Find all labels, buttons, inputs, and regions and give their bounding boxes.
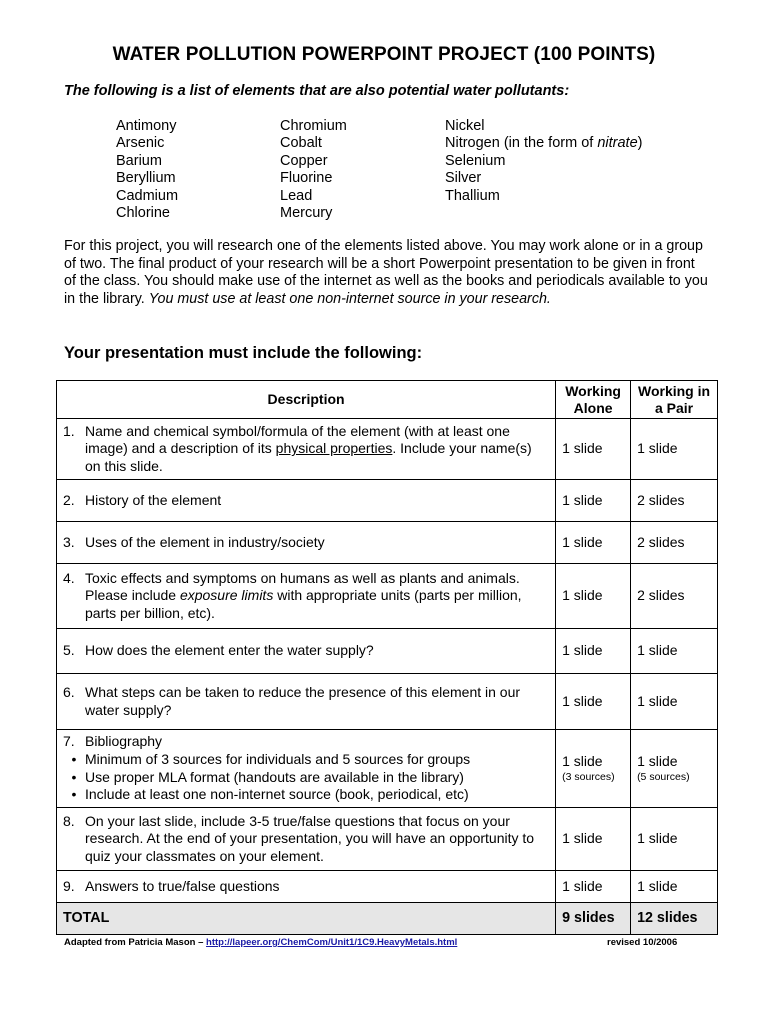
element-name: Nickel <box>445 118 485 134</box>
element-name: Arsenic <box>116 135 165 152</box>
row-description <box>57 480 556 522</box>
element-name: Chromium <box>280 118 347 134</box>
element-name: Cadmium <box>116 187 179 204</box>
footer-revised: revised 10/2006 <box>607 937 678 948</box>
cell-pair: 2 slides <box>631 480 718 522</box>
element-name: Chlorine <box>116 205 170 222</box>
row-description <box>57 730 556 808</box>
requirements-heading: Your presentation must include the following: <box>64 344 423 362</box>
bullet-icon: • <box>71 750 77 767</box>
row-number: 8. <box>63 812 75 829</box>
row-text-end: . Include your name(s) on this slide. <box>85 440 532 474</box>
cell-pair-value: 1 slide <box>637 752 678 769</box>
table-row <box>57 730 718 808</box>
row-description <box>57 419 556 480</box>
table-row <box>57 629 718 674</box>
exposure-limits-italic: exposure limits <box>179 587 274 604</box>
table-row <box>57 419 718 480</box>
table-row <box>57 480 718 522</box>
bibliography-bullets <box>63 751 549 804</box>
total-alone: 9 slides <box>556 903 631 935</box>
footer-attribution <box>64 937 457 948</box>
cell-pair: 1 slide <box>631 674 718 730</box>
row-description <box>57 522 556 564</box>
row-text: Bibliography <box>85 733 163 750</box>
cell-alone: 1 slide <box>556 629 631 674</box>
element-name: Silver <box>445 170 482 187</box>
element-name: Fluorine <box>280 170 333 187</box>
bullet-icon: • <box>71 786 77 803</box>
cell-alone: 1 slide <box>556 419 631 480</box>
row-text: Answers to true/false questions <box>85 877 280 894</box>
bullet-text: Use proper MLA format (handouts are available in the library) <box>85 768 464 785</box>
header-description: Description <box>57 381 556 419</box>
element-column-3 <box>445 118 705 222</box>
element-name: Copper <box>280 152 328 169</box>
element-name: Thallium <box>445 187 500 204</box>
table-header-row <box>57 381 718 419</box>
element-name: Cobalt <box>280 135 322 152</box>
element-list <box>116 118 705 222</box>
element-name: Lead <box>280 187 313 204</box>
intro-italic: You must use at least one non-internet source in your research. <box>148 290 551 307</box>
nitrogen-text: Nitrogen (in the form of <box>445 135 598 152</box>
row-number: 6. <box>63 683 75 700</box>
cell-alone-value: 1 slide <box>562 752 603 769</box>
total-label: TOTAL <box>57 903 556 935</box>
bullet-text: Minimum of 3 sources for individuals and 5 sources for groups <box>85 750 471 767</box>
row-description <box>57 808 556 871</box>
row-description <box>57 674 556 730</box>
cell-alone <box>556 730 631 808</box>
element-name-nitrogen <box>445 135 705 152</box>
row-text: History of the element <box>85 491 222 508</box>
row-description <box>57 629 556 674</box>
page-title: WATER POLLUTION POWERPOINT PROJECT (100 POINTS) <box>112 44 656 65</box>
cell-pair: 1 slide <box>631 808 718 871</box>
cell-pair: 1 slide <box>631 419 718 480</box>
list-item <box>63 751 549 769</box>
cell-pair: 1 slide <box>631 629 718 674</box>
cell-pair <box>631 730 718 808</box>
footer-adapted-text: Adapted from Patricia Mason – <box>64 937 207 948</box>
row-number: 4. <box>63 569 75 586</box>
row-text: Name and chemical symbol/formula of the element (with at least one image) and a description of its <box>85 422 510 457</box>
total-row <box>57 903 718 935</box>
cell-pair-note: (5 sources) <box>637 771 690 784</box>
row-text: Toxic effects and symptoms on humans as well as plants and animals. Please include <box>85 569 520 604</box>
cell-alone: 1 slide <box>556 522 631 564</box>
table-row <box>57 564 718 629</box>
cell-pair: 1 slide <box>631 871 718 903</box>
element-name: Beryllium <box>116 170 176 187</box>
row-number: 3. <box>63 533 75 550</box>
table-row <box>57 522 718 564</box>
cell-alone: 1 slide <box>556 808 631 871</box>
element-column-2 <box>280 118 445 222</box>
bullet-icon: • <box>71 768 77 785</box>
nitrate-italic: nitrate <box>597 135 638 152</box>
total-pair: 12 slides <box>631 903 718 935</box>
row-text-end: with appropriate units (parts per million, parts per billion, etc). <box>85 587 522 621</box>
pollutants-subtitle: The following is a list of elements that are also potential water pollutants: <box>64 83 570 99</box>
cell-alone: 1 slide <box>556 871 631 903</box>
element-name: Mercury <box>280 205 333 222</box>
cell-alone: 1 slide <box>556 480 631 522</box>
requirements-table <box>56 380 718 935</box>
row-description <box>57 564 556 629</box>
table-row <box>57 674 718 730</box>
list-item <box>63 769 549 787</box>
cell-alone: 1 slide <box>556 564 631 629</box>
nitrate-close: ) <box>637 135 643 152</box>
source-link[interactable]: http://lapeer.org/ChemCom/Unit1/1C9.HeavyMetals.html <box>206 937 458 948</box>
row-number: 9. <box>63 877 75 894</box>
element-column-1 <box>116 118 280 222</box>
intro-paragraph <box>64 238 710 308</box>
row-number: 1. <box>63 422 75 439</box>
row-text: How does the element enter the water supply? <box>85 642 374 659</box>
cell-pair: 2 slides <box>631 564 718 629</box>
list-item <box>63 786 549 804</box>
row-description <box>57 871 556 903</box>
bullet-text: Include at least one non-internet source (book, periodical, etc) <box>85 786 469 803</box>
row-text: On your last slide, include 3-5 true/false questions that focus on your research. At the end of your presentation, you will have an opportunity to quiz your classmates on your element. <box>85 812 535 864</box>
element-name: Antimony <box>116 118 177 134</box>
physical-properties-underlined: physical properties <box>275 440 393 457</box>
row-number: 7. <box>63 733 75 750</box>
header-working-pair: Working in a Pair <box>631 381 718 419</box>
table-row <box>57 871 718 903</box>
cell-alone-note: (3 sources) <box>562 771 615 784</box>
row-number: 2. <box>63 491 75 508</box>
row-number: 5. <box>63 642 75 659</box>
row-text: What steps can be taken to reduce the presence of this element in our water supply? <box>85 683 521 718</box>
element-name: Barium <box>116 152 162 169</box>
element-name: Selenium <box>445 152 506 169</box>
intro-text: For this project, you will research one of the elements listed above. You may work alone or in a group of two. The final product of your research will be a short Powerpoint presentation to be given in front of the class. You should make use of the internet as well as the books and periodicals available to you in the library. <box>64 238 708 307</box>
table-row <box>57 808 718 871</box>
row-text: Uses of the element in industry/society <box>85 533 325 550</box>
header-working-alone: Working Alone <box>556 381 631 419</box>
cell-pair: 2 slides <box>631 522 718 564</box>
cell-alone: 1 slide <box>556 674 631 730</box>
